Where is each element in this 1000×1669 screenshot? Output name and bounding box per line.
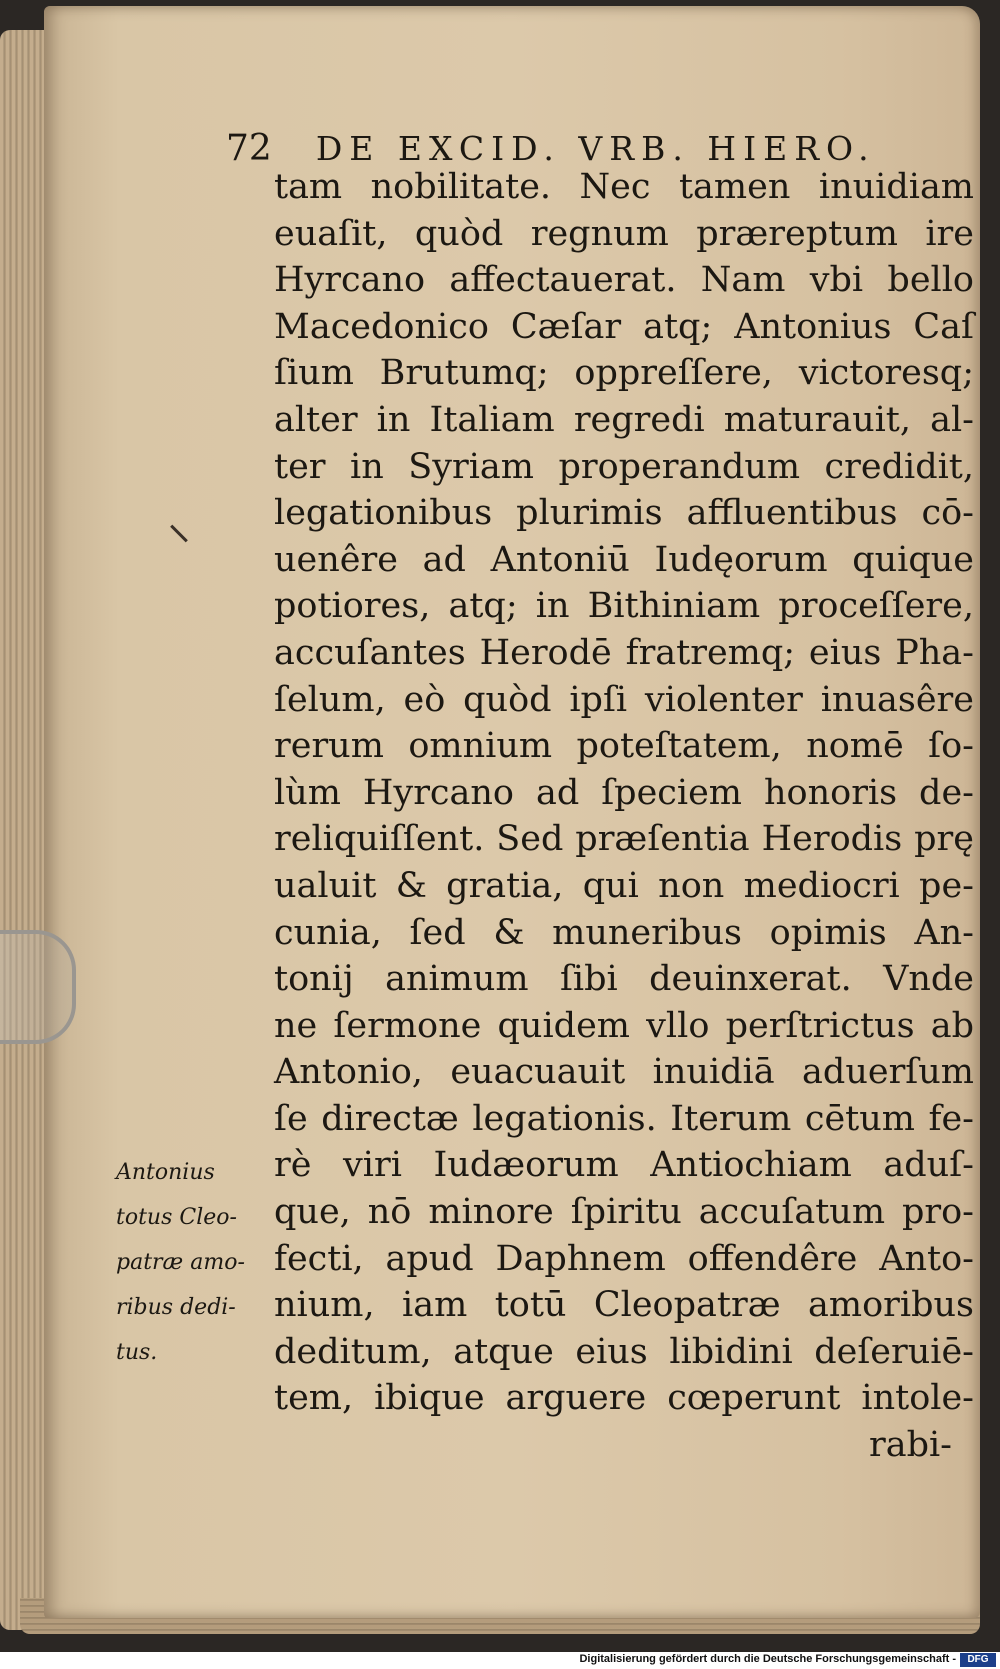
text-line: legationibus plurimis affluentibus cō- <box>274 493 974 534</box>
text-line: nium, iam totū Cleopatræ amoribus <box>274 1285 974 1326</box>
marginal-note-line: Antonius <box>116 1160 215 1185</box>
running-head <box>226 128 876 169</box>
body-text <box>274 164 974 1469</box>
catchword: rabi- <box>868 1425 952 1466</box>
text-line: lùm Hyrcano ad ſpeciem honoris de- <box>274 772 974 813</box>
funding-credit: Digitalisierung gefördert durch die Deutsche Forschungsgemeinschaft - <box>579 1653 956 1665</box>
marginal-note-line: totus Cleo- <box>116 1205 237 1230</box>
paper-clip-icon <box>0 930 76 1044</box>
marginal-note-line: ribus dedi- <box>116 1295 236 1320</box>
marginal-note-line: patræ amo- <box>116 1250 245 1275</box>
text-line: que, nō minore ſpiritu accuſatum pro- <box>274 1192 974 1233</box>
text-line: Antonio, euacuauit inuidiā aduerſum <box>274 1052 974 1093</box>
text-line: ſium Brutumq; oppreſſere, victoresq; <box>274 353 974 394</box>
text-line: ſelum, eò quòd ipſi violenter inuasêre <box>274 679 974 720</box>
text-line: ne ſermone quidem vllo perſtrictus ab <box>274 1005 974 1046</box>
text-line: ter in Syriam properandum credidit, <box>274 446 974 487</box>
text-line: Macedonico Cæſar atq; Antonius Caſ <box>274 306 974 347</box>
text-line: tem, ibique arguere cœperunt intole- <box>274 1378 974 1419</box>
marginal-note <box>116 1150 271 1375</box>
text-line: rè viri Iudæorum Antiochiam aduſ- <box>274 1145 974 1186</box>
text-line: Hyrcano affectauerat. Nam vbi bello <box>274 260 974 301</box>
text-line: ſe directæ legationis. Iterum cētum fe- <box>274 1098 974 1139</box>
marginal-note-line: tus. <box>116 1340 158 1365</box>
text-line: cunia, ſed & muneribus opimis An- <box>274 912 974 953</box>
text-line: accuſantes Herodē fratremq; eius Pha- <box>274 632 974 673</box>
text-line: fecti, apud Daphnem offendêre Anto- <box>274 1238 974 1279</box>
page-number: 72 <box>226 128 272 169</box>
text-line: deditum, atque eius libidini deſeruiē- <box>274 1331 974 1372</box>
text-line: uenêre ad Antoniū Iudęorum quique <box>274 539 974 580</box>
text-line: rerum omnium poteſtatem, nomē ſo- <box>274 726 974 767</box>
dfg-logo-icon: DFG <box>960 1653 996 1667</box>
text-line: reliquiſſent. Sed præſentia Herodis prę <box>274 819 974 860</box>
text-line: ualuit & gratia, qui non mediocri pe- <box>274 865 974 906</box>
text-line: tonij animum ſibi deuinxerat. Vnde <box>274 959 974 1000</box>
text-line: alter in Italiam regredi maturauit, al- <box>274 399 974 440</box>
text-line: potiores, atq; in Bithiniam proceſſere, <box>274 586 974 627</box>
text-line: tam nobilitate. Nec tamen inuidiam <box>274 167 974 207</box>
running-head-title: DE EXCID. VRB. HIERO. <box>315 129 876 168</box>
text-line: euaſit, quòd regnum præreptum ire <box>274 213 974 254</box>
